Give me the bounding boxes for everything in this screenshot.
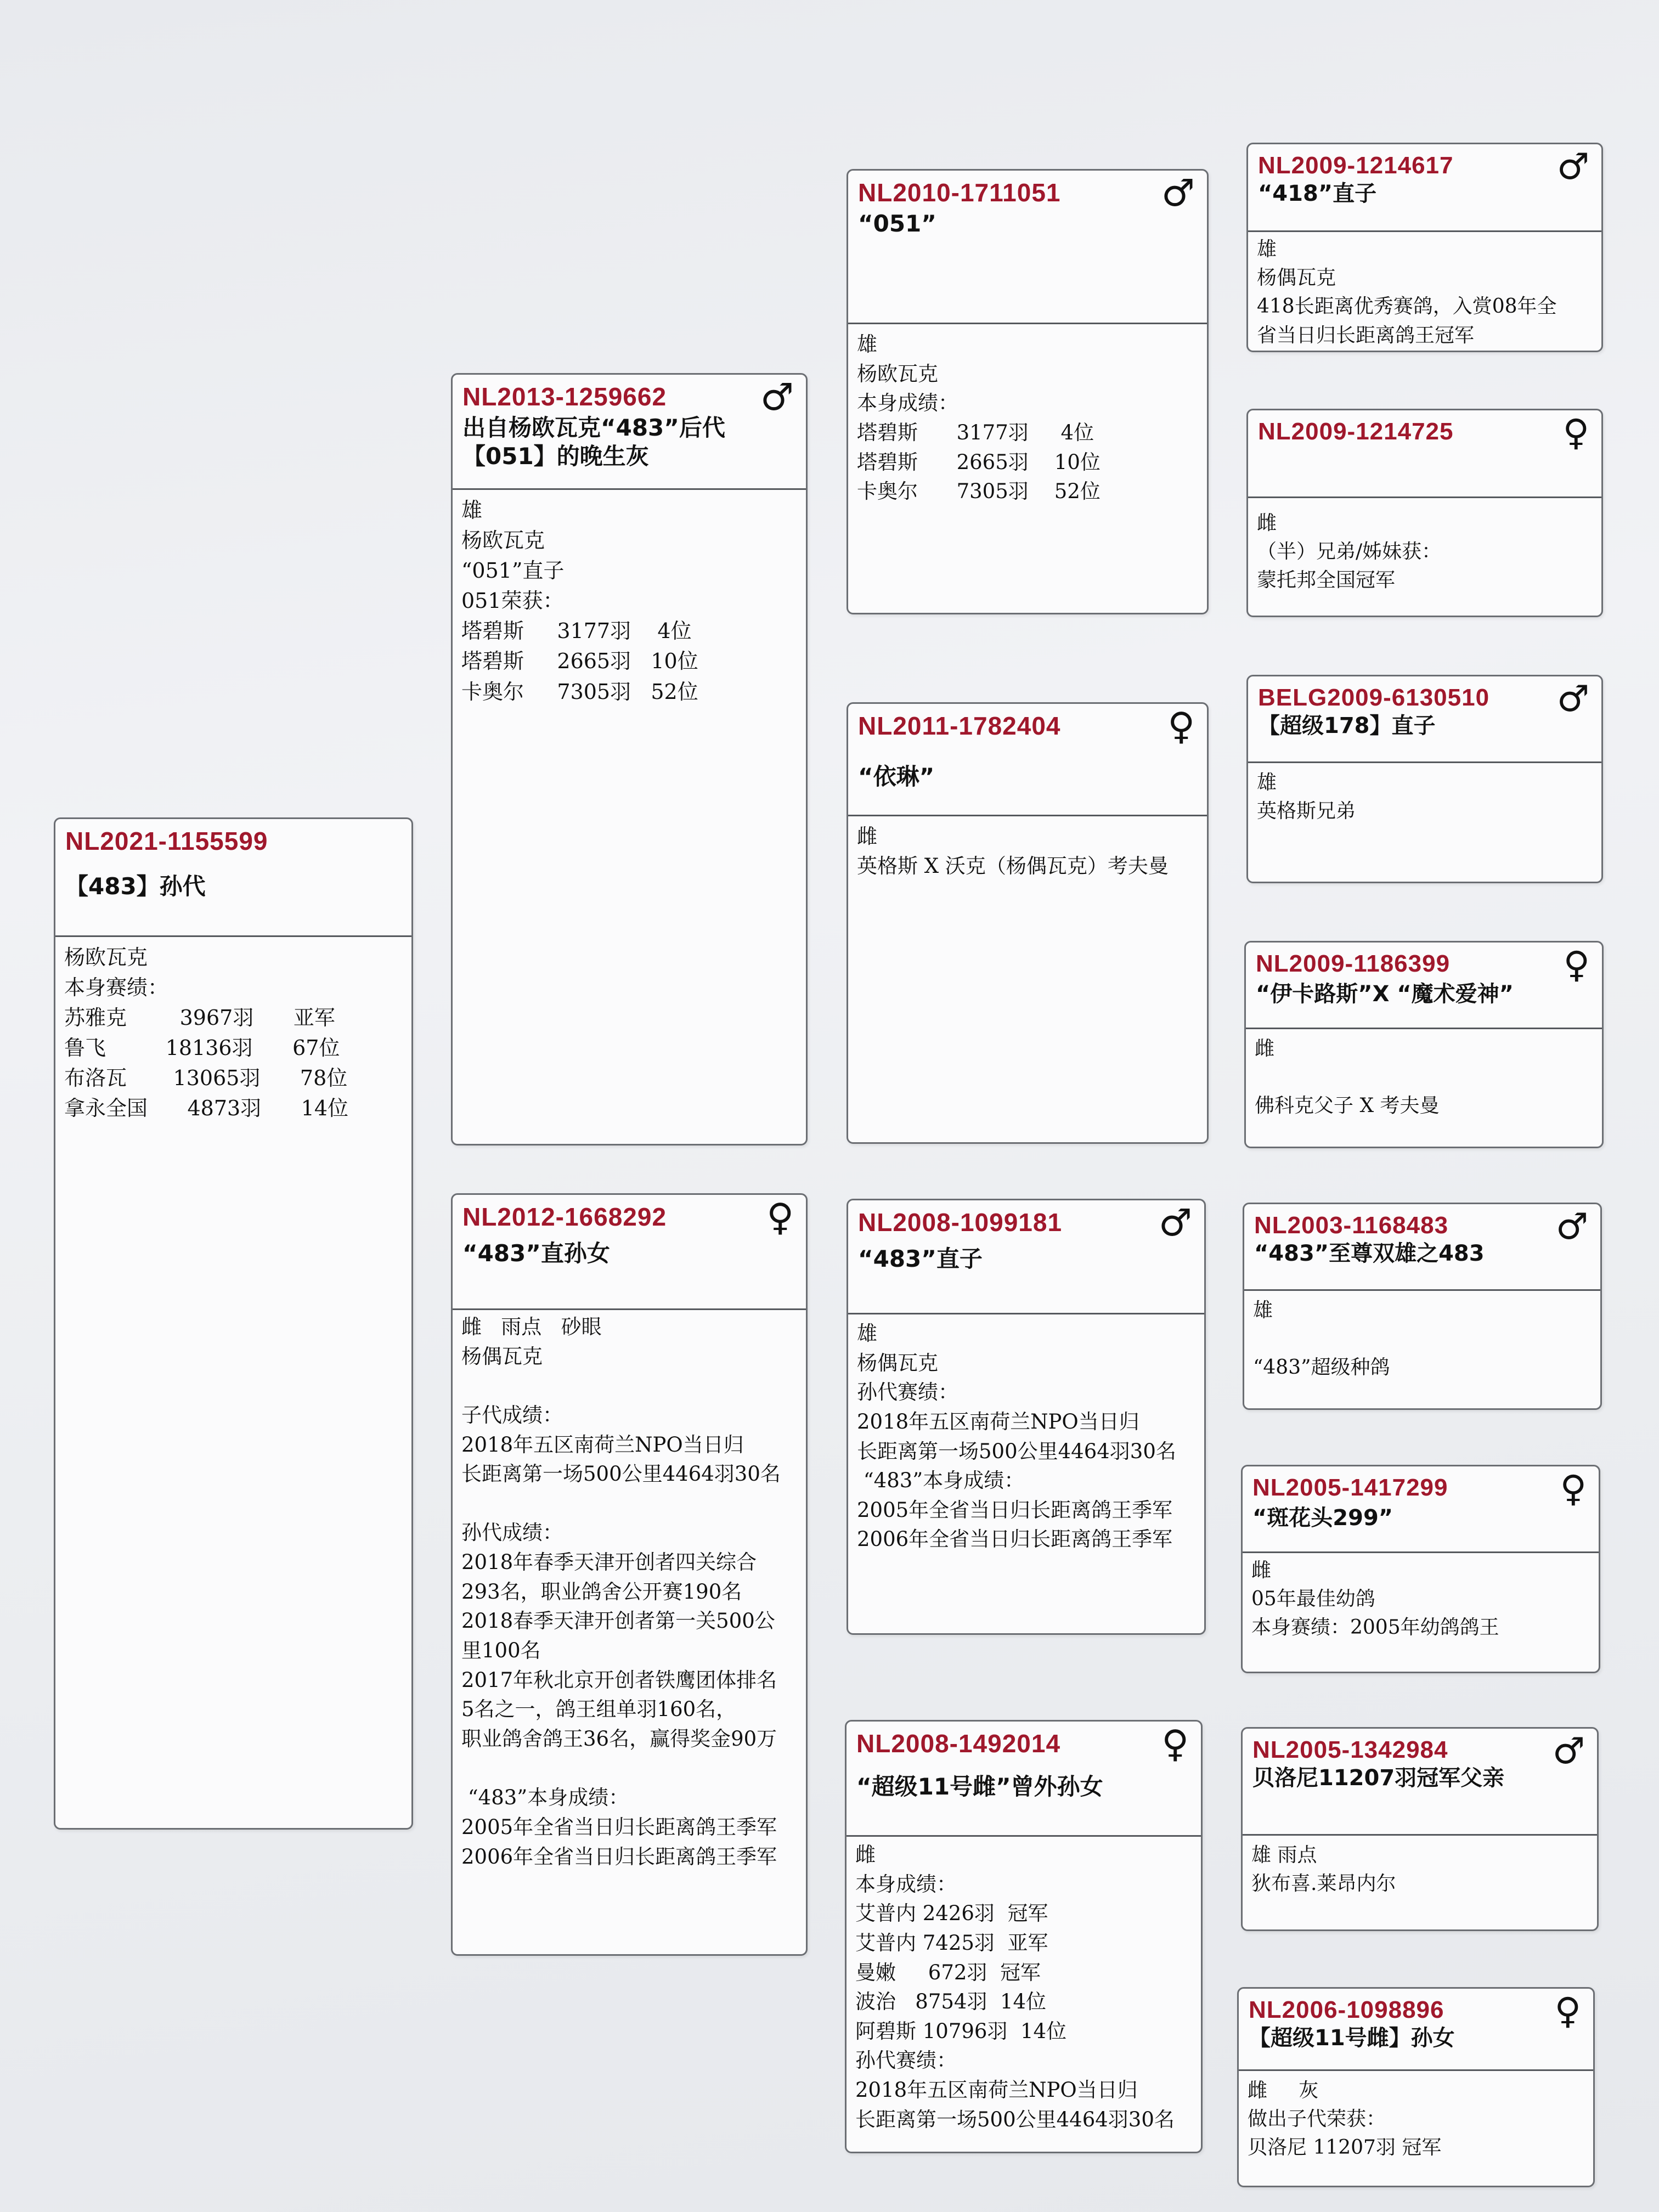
detail-line: 05年最佳幼鸽 (1251, 1588, 1375, 1611)
detail-line: 塔碧斯 3177羽 4位 (461, 619, 692, 644)
female-symbol-icon (1555, 1993, 1581, 2029)
female-symbol-icon (1563, 415, 1589, 451)
male-symbol-icon (1159, 1205, 1192, 1242)
detail-line: 2017年秋北京开创者铁鹰团体排名 (461, 1668, 777, 1692)
pedigree-card-gen4-ddd (1237, 1987, 1595, 2187)
detail-line: 塔碧斯 2665羽 10位 (857, 450, 1101, 474)
detail-line: 孙代赛绩： (855, 2049, 957, 2073)
pedigree-card-gen3-ss (847, 169, 1209, 614)
female-symbol-icon (1564, 947, 1590, 983)
card-header (1244, 1204, 1600, 1291)
card-header (848, 171, 1207, 324)
ring-number: NL2009-1214725 (1258, 418, 1454, 445)
detail-line: 杨偶瓦克 (1257, 267, 1336, 290)
pedigree-card-gen3-sd (847, 702, 1209, 1144)
detail-line: 2018春季天津开创者第一关500公 (461, 1609, 775, 1633)
card-header (1248, 676, 1601, 763)
card-details (1239, 2071, 1593, 2163)
card-details (1244, 1291, 1600, 1383)
detail-line: 雌 (855, 1843, 876, 1866)
detail-line: 本身成绩： (857, 391, 958, 415)
detail-line: 英格斯兄弟 (1257, 800, 1356, 823)
detail-line: 卡奥尔 7305羽 52位 (857, 479, 1101, 504)
detail-line: 2018年春季天津开创者四关综合 (461, 1550, 757, 1575)
detail-line: 孙代成绩： (461, 1521, 563, 1545)
ring-number: NL2011-1782404 (858, 712, 1061, 740)
detail-line: 2006年全省当日归长距离鸽王季军 (857, 1527, 1173, 1551)
card-header (1243, 1729, 1597, 1836)
detail-line: 杨欧瓦克 (64, 945, 148, 969)
detail-line: 418长距离优秀赛鸽，入赏08年全 (1257, 295, 1557, 318)
card-title: “483”直孙女 (462, 1239, 610, 1267)
card-header (1248, 144, 1601, 232)
card-title: 【483】孙代 (65, 872, 206, 900)
detail-line: 杨欧瓦克 (461, 528, 545, 553)
pedigree-card-gen4-sdd (1244, 941, 1604, 1148)
card-details (1243, 1553, 1599, 1643)
pedigree-card-gen3-dd (845, 1720, 1203, 2153)
detail-line: 佛科克父子 X 考夫曼 (1255, 1094, 1440, 1118)
pedigree-card-gen4-dsd (1241, 1465, 1600, 1673)
detail-line: 2018年五区南荷兰NPO当日归 (461, 1432, 744, 1457)
card-title: 贝洛尼11207羽冠军父亲 (1252, 1765, 1505, 1791)
card-details (1248, 498, 1601, 595)
card-header (1243, 1466, 1599, 1553)
detail-line: 阿碧斯 10796羽 14位 (855, 2019, 1067, 2043)
ring-number: NL2021-1155599 (65, 827, 268, 855)
card-details (453, 490, 806, 707)
detail-line: 英格斯 X 沃克（杨偶瓦克）考夫曼 (857, 854, 1169, 878)
detail-line: 2005年全省当日归长距离鸽王季军 (461, 1815, 777, 1839)
card-header (848, 1200, 1204, 1314)
pedigree-card-gen2-dam (451, 1193, 808, 1956)
detail-line: 子代成绩： (461, 1403, 563, 1427)
detail-line: 塔碧斯 2665羽 10位 (461, 649, 698, 674)
detail-line (461, 1371, 797, 1401)
card-header (453, 375, 806, 490)
detail-line: “483”超级种鸽 (1253, 1356, 1390, 1379)
card-title: 【超级11号雌】孙女 (1249, 2025, 1455, 2051)
detail-line: 本身赛绩： (64, 975, 169, 1000)
detail-line: 职业鸽舍鸽王36名，赢得奖金90万 (461, 1726, 777, 1751)
card-title: “051” (858, 210, 936, 237)
detail-line (461, 1754, 797, 1784)
detail-line: 雌 雨点 砂眼 (461, 1315, 602, 1339)
detail-line: 5名之一，鸽王组单羽160名， (461, 1697, 737, 1722)
male-symbol-icon (1553, 1733, 1585, 1769)
card-header (55, 819, 411, 937)
detail-line: 蒙托邦全国冠军 (1257, 569, 1396, 592)
card-details (1243, 1836, 1597, 1898)
male-symbol-icon (1557, 149, 1589, 185)
ring-number: BELG2009-6130510 (1258, 684, 1490, 711)
ring-number: NL2012-1668292 (462, 1203, 667, 1231)
detail-line: 雄 (1253, 1299, 1273, 1322)
detail-line: 卡奥尔 7305羽 52位 (461, 679, 698, 704)
ring-number: NL2009-1186399 (1256, 950, 1451, 977)
female-symbol-icon (766, 1199, 794, 1237)
ring-number: NL2009-1214617 (1258, 152, 1454, 179)
card-details (848, 816, 1207, 881)
detail-line: 雄 (1257, 771, 1277, 794)
card-header (847, 1722, 1201, 1837)
detail-line: 鲁飞 18136羽 67位 (64, 1036, 340, 1060)
card-details (55, 937, 411, 1124)
card-title: “483”至尊双雄之483 (1254, 1240, 1485, 1266)
detail-line (461, 1489, 797, 1519)
detail-line: 艾普内 7425羽 亚军 (855, 1931, 1048, 1955)
detail-line: 波治 8754羽 14位 (855, 1990, 1047, 2014)
ring-number: NL2013-1259662 (462, 382, 667, 411)
card-header (1246, 943, 1602, 1029)
card-details (848, 1314, 1204, 1554)
detail-line: 雄 (857, 332, 877, 356)
detail-line: 省当日归长距离鸽王冠军 (1257, 324, 1475, 347)
card-details (1246, 1029, 1602, 1121)
detail-line: 狄布喜.莱昂内尔 (1251, 1872, 1396, 1895)
detail-line: 曼嫩 672羽 冠军 (855, 1960, 1041, 1984)
ring-number: NL2010-1711051 (858, 178, 1061, 207)
detail-line: 本身赛绩：2005年幼鸽鸽王 (1251, 1616, 1499, 1639)
detail-line: 长距离第一场500公里4464羽30名 (461, 1462, 781, 1486)
detail-line: 2005年全省当日归长距离鸽王季军 (857, 1498, 1173, 1522)
female-symbol-icon (1167, 708, 1195, 746)
card-title: “418”直子 (1258, 180, 1377, 206)
detail-line: 雌 (1255, 1037, 1275, 1060)
card-details (1248, 232, 1601, 350)
detail-line: 雄 (1257, 238, 1277, 261)
card-title: “依琳” (858, 763, 935, 790)
detail-line: 2006年全省当日归长距离鸽王季军 (461, 1844, 777, 1869)
ring-number: NL2005-1342984 (1252, 1736, 1448, 1763)
pedigree-card-gen4-dss (1243, 1203, 1602, 1410)
detail-line (1253, 1325, 1592, 1353)
card-title: “伊卡路斯”X “魔术爱神” (1256, 981, 1514, 1007)
card-details (847, 1837, 1201, 2134)
detail-line: 雌 (857, 825, 877, 848)
detail-line: 做出子代荣获： (1248, 2108, 1386, 2131)
female-symbol-icon (1560, 1471, 1587, 1507)
male-symbol-icon (1161, 175, 1195, 212)
detail-line: 长距离第一场500公里4464羽30名 (857, 1439, 1176, 1463)
detail-line: （半）兄弟/姊妹获： (1257, 540, 1442, 563)
ring-number: NL2005-1417299 (1252, 1474, 1448, 1501)
card-details (848, 324, 1207, 506)
detail-line (1255, 1063, 1593, 1092)
ring-number: NL2003-1168483 (1254, 1212, 1449, 1239)
detail-line: 杨欧瓦克 (857, 362, 938, 386)
male-symbol-icon (760, 379, 794, 416)
pedigree-card-gen3-ds (847, 1199, 1206, 1635)
ring-number: NL2008-1492014 (856, 1729, 1061, 1758)
detail-line: 布洛瓦 13065羽 78位 (64, 1066, 348, 1091)
card-details (453, 1310, 806, 1871)
ring-number: NL2008-1099181 (858, 1208, 1063, 1237)
detail-line: “051”直子 (461, 558, 565, 583)
pedigree-card-gen4-ssd (1246, 409, 1603, 617)
pedigree-card-gen4-sds (1246, 675, 1603, 883)
detail-line: 293名，职业鸽舍公开赛190名 (461, 1579, 742, 1604)
detail-line: 本身成绩： (855, 1872, 957, 1896)
detail-line: 雌 (1251, 1559, 1272, 1582)
card-title: 【超级178】直子 (1258, 713, 1436, 738)
detail-line: 里100名 (461, 1639, 541, 1663)
detail-line: “483”本身成绩： (461, 1786, 629, 1810)
card-details (1248, 763, 1601, 826)
pedigree-card-gen1-subject (54, 817, 413, 1830)
detail-line: 苏雅克 3967羽 亚军 (64, 1006, 335, 1030)
detail-line: 雄 (461, 498, 483, 522)
detail-line: 雌 (1257, 512, 1277, 534)
detail-line: 杨偶瓦克 (461, 1344, 543, 1368)
pedigree-card-gen4-sss (1246, 143, 1603, 352)
male-symbol-icon (1556, 1209, 1588, 1245)
pedigree-card-gen4-dds (1241, 1727, 1599, 1931)
detail-line: 长距离第一场500公里4464羽30名 (855, 2107, 1175, 2131)
male-symbol-icon (1557, 681, 1589, 717)
card-title: 出自杨欧瓦克“483”后代 (462, 414, 725, 441)
card-title: “斑花头299” (1252, 1505, 1393, 1531)
detail-line: 051荣获： (461, 589, 564, 613)
detail-line: 杨偶瓦克 (857, 1351, 938, 1375)
detail-line: 拿永全国 4873羽 14位 (64, 1096, 349, 1121)
card-title: 【051】的晚生灰 (462, 443, 649, 470)
detail-line: “483”本身成绩： (857, 1469, 1025, 1493)
detail-line: 雄 雨点 (1251, 1844, 1317, 1866)
card-title: “483”直子 (858, 1245, 983, 1272)
detail-line: 塔碧斯 3177羽 4位 (857, 420, 1094, 444)
card-header (1248, 410, 1601, 498)
detail-line: 贝洛尼 11207羽 冠军 (1248, 2136, 1442, 2159)
detail-line: 雄 (857, 1322, 877, 1345)
ring-number: NL2006-1098896 (1249, 1996, 1444, 2023)
female-symbol-icon (1161, 1726, 1189, 1763)
card-header (1239, 1989, 1593, 2071)
card-header (848, 704, 1207, 816)
detail-line: 2018年五区南荷兰NPO当日归 (855, 2078, 1138, 2102)
detail-line: 2018年五区南荷兰NPO当日归 (857, 1409, 1139, 1434)
card-title: “超级11号雌”曾外孙女 (856, 1773, 1103, 1800)
detail-line: 艾普内 2426羽 冠军 (855, 1901, 1048, 1926)
pedigree-card-gen2-sire (451, 373, 808, 1146)
card-header (453, 1195, 806, 1310)
detail-line: 雌 灰 (1248, 2079, 1319, 2102)
detail-line: 孙代赛绩： (857, 1380, 958, 1404)
